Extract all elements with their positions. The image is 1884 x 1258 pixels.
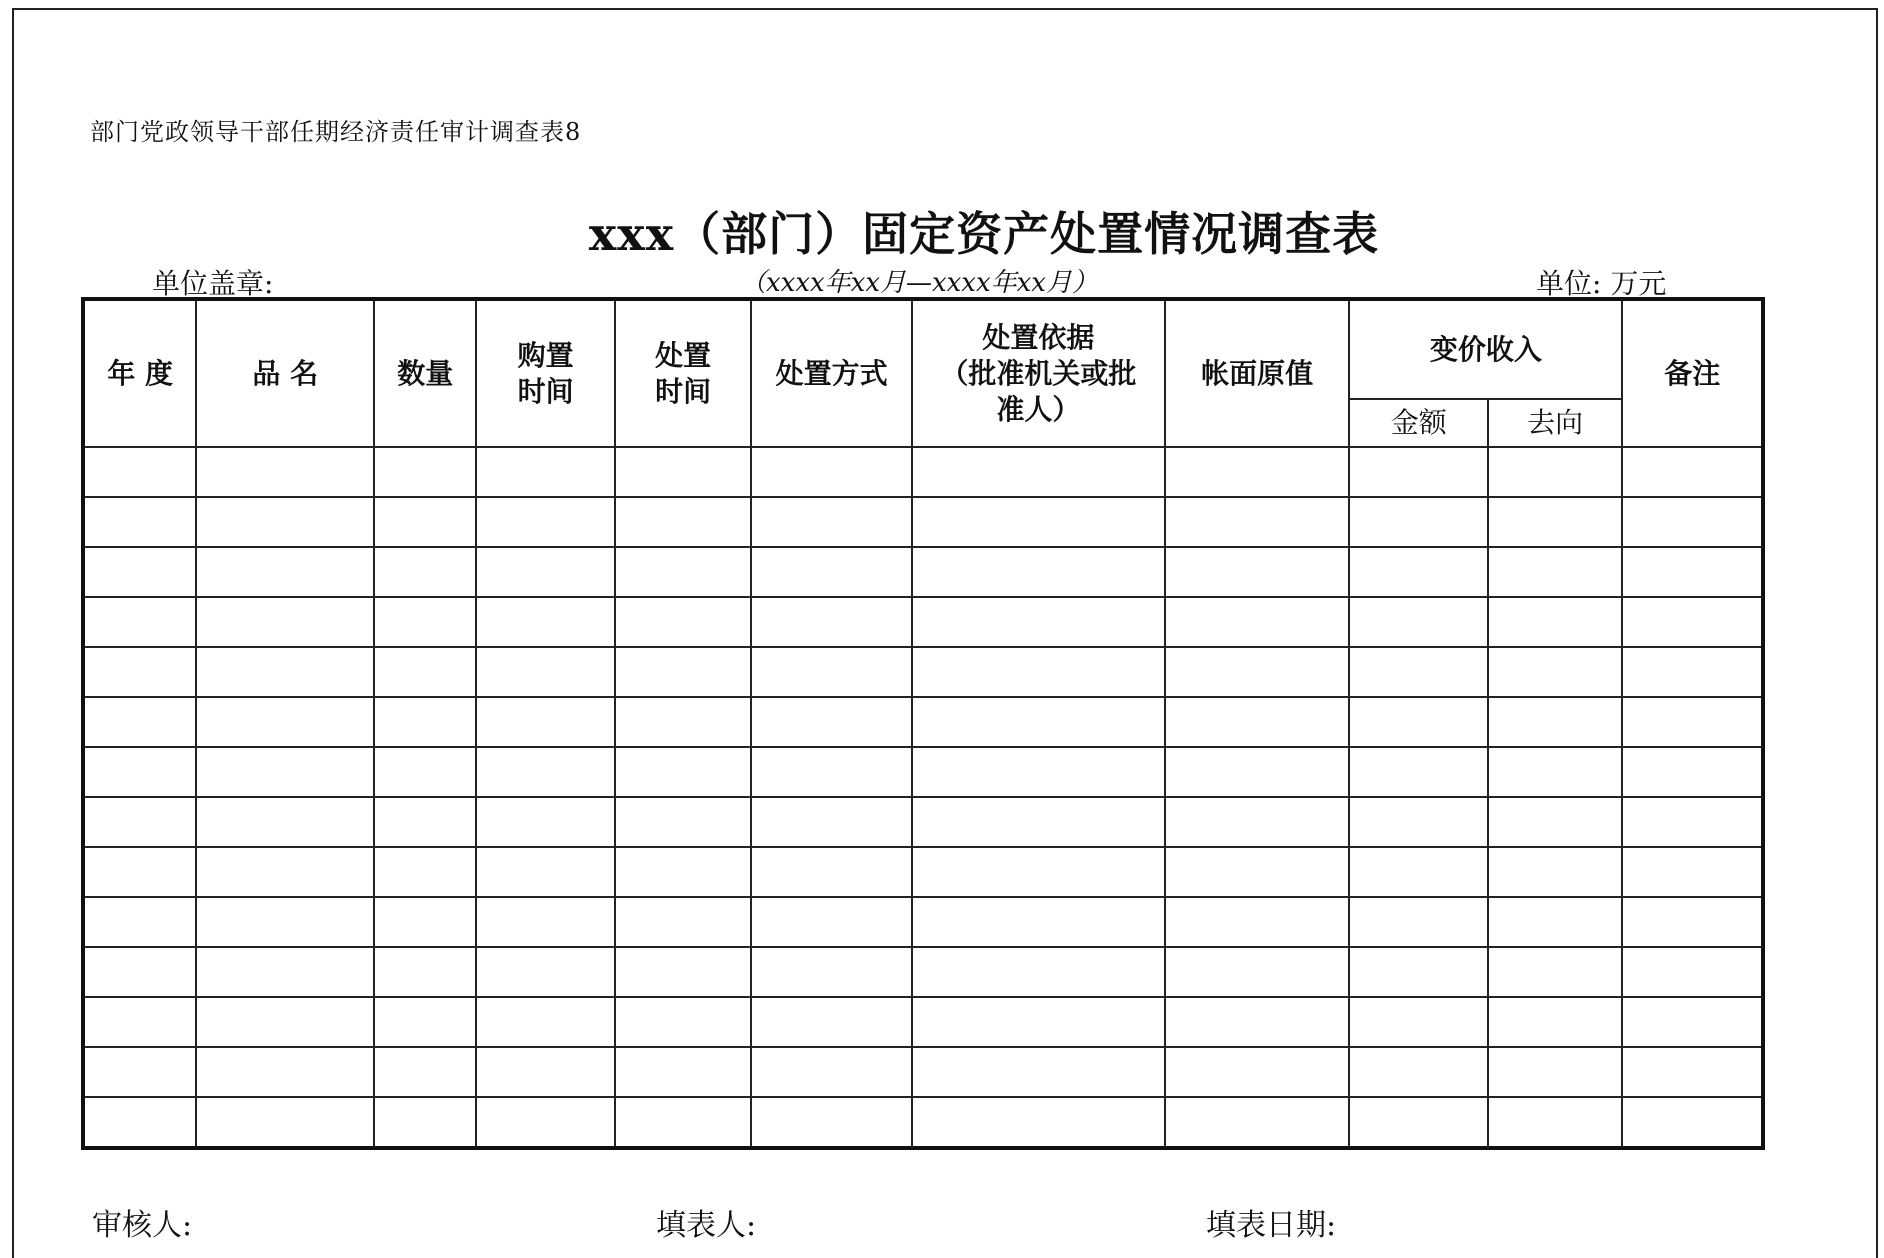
table-cell[interactable] [83, 497, 196, 547]
table-cell[interactable] [196, 1097, 374, 1148]
table-row [83, 1097, 1763, 1148]
table-cell[interactable] [374, 447, 476, 497]
table-cell[interactable] [196, 1047, 374, 1097]
table-cell[interactable] [374, 647, 476, 697]
table-cell[interactable] [1349, 747, 1487, 797]
table-cell[interactable] [83, 697, 196, 747]
table-cell[interactable] [1622, 997, 1763, 1047]
table-cell[interactable] [196, 847, 374, 897]
table-row [83, 447, 1763, 497]
header-book-value: 帐面原值 [1165, 299, 1350, 447]
table-cell[interactable] [83, 897, 196, 947]
table-cell[interactable] [476, 597, 614, 647]
table-cell[interactable] [1488, 847, 1622, 897]
table-cell[interactable] [1165, 797, 1350, 847]
table-cell[interactable] [196, 997, 374, 1047]
table-cell[interactable] [615, 647, 751, 697]
table-cell[interactable] [1488, 647, 1622, 697]
table-cell[interactable] [912, 947, 1165, 997]
table-cell[interactable] [912, 747, 1165, 797]
table-cell[interactable] [615, 797, 751, 847]
table-cell[interactable] [1165, 497, 1350, 547]
table-cell[interactable] [196, 547, 374, 597]
table-cell[interactable] [1488, 947, 1622, 997]
table-cell[interactable] [751, 547, 912, 597]
table-cell[interactable] [1349, 1097, 1487, 1148]
table-body [83, 447, 1763, 1148]
table-cell[interactable] [1165, 697, 1350, 747]
table-cell[interactable] [83, 647, 196, 697]
table-cell[interactable] [476, 447, 614, 497]
table-cell[interactable] [615, 547, 751, 597]
table-cell[interactable] [751, 447, 912, 497]
table-cell[interactable] [615, 1097, 751, 1148]
table-cell[interactable] [1622, 647, 1763, 697]
table-cell[interactable] [374, 847, 476, 897]
seal-label: 单位盖章: [152, 267, 274, 300]
table-row [83, 1047, 1763, 1097]
table-row [83, 847, 1763, 897]
header-year: 年 度 [83, 299, 196, 447]
table-cell[interactable] [912, 797, 1165, 847]
filler-label: 填表人: [656, 1208, 757, 1243]
table-cell[interactable] [1622, 547, 1763, 597]
document-title [0, 198, 1884, 264]
table-cell[interactable] [1165, 897, 1350, 947]
table-cell[interactable] [196, 747, 374, 797]
unit-label: 单位: 万元 [1536, 267, 1667, 300]
table-cell[interactable] [1349, 997, 1487, 1047]
table-row [83, 547, 1763, 597]
table-cell[interactable] [615, 597, 751, 647]
table-cell[interactable] [1488, 597, 1622, 647]
table-cell[interactable] [476, 547, 614, 597]
table-cell[interactable] [196, 947, 374, 997]
table-cell[interactable] [83, 447, 196, 497]
header-remarks: 备注 [1622, 299, 1763, 447]
table-cell[interactable] [476, 647, 614, 697]
table-cell[interactable] [912, 547, 1165, 597]
table-cell[interactable] [1349, 447, 1487, 497]
table-cell[interactable] [83, 797, 196, 847]
table-cell[interactable] [476, 897, 614, 947]
table-cell[interactable] [374, 597, 476, 647]
period-label: （xxxx年xx月—xxxx年xx月） [740, 268, 1098, 298]
table-cell[interactable] [1622, 797, 1763, 847]
table-cell[interactable] [615, 947, 751, 997]
table-cell[interactable] [912, 1097, 1165, 1148]
table-cell[interactable] [912, 497, 1165, 547]
table-row [83, 947, 1763, 997]
table-cell[interactable] [196, 897, 374, 947]
table-cell[interactable] [615, 447, 751, 497]
table-cell[interactable] [374, 1097, 476, 1148]
table-cell[interactable] [1488, 1097, 1622, 1148]
table-cell[interactable] [1622, 1047, 1763, 1097]
table-row [83, 897, 1763, 947]
table-cell[interactable] [1488, 1047, 1622, 1097]
table-row [83, 797, 1763, 847]
table-cell[interactable] [1622, 497, 1763, 547]
table-cell[interactable] [751, 697, 912, 747]
table-cell[interactable] [1349, 797, 1487, 847]
table-cell[interactable] [83, 947, 196, 997]
table-cell[interactable] [83, 597, 196, 647]
table-row [83, 647, 1763, 697]
table-cell[interactable] [1165, 947, 1350, 997]
table-cell[interactable] [1622, 897, 1763, 947]
table-cell[interactable] [1165, 747, 1350, 797]
table-cell[interactable] [476, 797, 614, 847]
table-cell[interactable] [476, 947, 614, 997]
table-cell[interactable] [751, 597, 912, 647]
table-cell[interactable] [83, 997, 196, 1047]
table-cell[interactable] [912, 1047, 1165, 1097]
table-cell[interactable] [196, 597, 374, 647]
table-cell[interactable] [615, 747, 751, 797]
disposal-table [81, 297, 1765, 1150]
table-cell[interactable] [1165, 447, 1350, 497]
table-cell[interactable] [1622, 1097, 1763, 1148]
table-cell[interactable] [374, 947, 476, 997]
header-disposal-time: 处置 时间 [615, 299, 751, 447]
table-cell[interactable] [1165, 997, 1350, 1047]
table-row [83, 747, 1763, 797]
header-disposal-basis: 处置依据 （批准机关或批 准人） [912, 299, 1165, 447]
table-cell[interactable] [196, 497, 374, 547]
table-cell[interactable] [1349, 697, 1487, 747]
table-cell[interactable] [912, 897, 1165, 947]
table-cell[interactable] [1622, 947, 1763, 997]
table-cell[interactable] [196, 447, 374, 497]
table-cell[interactable] [615, 697, 751, 747]
table-cell[interactable] [1488, 897, 1622, 947]
table-row [83, 597, 1763, 647]
table-cell[interactable] [83, 547, 196, 597]
table-cell[interactable] [751, 497, 912, 547]
table-cell[interactable] [1488, 747, 1622, 797]
form-reference: 部门党政领导干部任期经济责任审计调查表8 [90, 118, 582, 146]
table-cell[interactable] [1488, 447, 1622, 497]
table-cell[interactable] [1349, 497, 1487, 547]
table-cell[interactable] [1349, 947, 1487, 997]
table-cell[interactable] [196, 647, 374, 697]
table-cell[interactable] [476, 847, 614, 897]
header-amount: 金额 [1349, 399, 1487, 447]
table-cell[interactable] [1165, 1047, 1350, 1097]
table-cell[interactable] [1488, 547, 1622, 597]
table-cell[interactable] [615, 1047, 751, 1097]
table-cell[interactable] [1349, 847, 1487, 897]
table-cell[interactable] [1165, 547, 1350, 597]
table-cell[interactable] [751, 947, 912, 997]
header-item-name: 品 名 [196, 299, 374, 447]
table-cell[interactable] [1349, 647, 1487, 697]
header-quantity: 数量 [374, 299, 476, 447]
table-cell[interactable] [912, 847, 1165, 897]
table-cell[interactable] [374, 1047, 476, 1097]
table-cell[interactable] [1488, 997, 1622, 1047]
table-cell[interactable] [751, 797, 912, 847]
table-cell[interactable] [751, 997, 912, 1047]
table-cell[interactable] [374, 797, 476, 847]
table-cell[interactable] [1622, 847, 1763, 897]
table-cell[interactable] [1622, 597, 1763, 647]
header-purchase-time: 购置 时间 [476, 299, 614, 447]
table-cell[interactable] [1165, 847, 1350, 897]
table-row [83, 497, 1763, 547]
table-cell[interactable] [1349, 597, 1487, 647]
title-text: xxx（部门）固定资产处置情况调查表 [588, 207, 1380, 261]
header-disposal-method: 处置方式 [751, 299, 912, 447]
table-row [83, 997, 1763, 1047]
table-cell[interactable] [476, 497, 614, 547]
table-cell[interactable] [83, 747, 196, 797]
table-cell[interactable] [83, 1097, 196, 1148]
table-cell[interactable] [1165, 647, 1350, 697]
reviewer-label: 审核人: [92, 1208, 193, 1243]
table-row [83, 697, 1763, 747]
table-cell[interactable] [196, 797, 374, 847]
table-cell[interactable] [751, 747, 912, 797]
table-cell[interactable] [374, 697, 476, 747]
table-cell[interactable] [1165, 597, 1350, 647]
table-cell[interactable] [1488, 497, 1622, 547]
fill-date-label: 填表日期: [1206, 1208, 1337, 1243]
table-cell[interactable] [374, 547, 476, 597]
table-cell[interactable] [83, 847, 196, 897]
table-cell[interactable] [196, 697, 374, 747]
table-cell[interactable] [1165, 1097, 1350, 1148]
table-cell[interactable] [912, 697, 1165, 747]
table-cell[interactable] [476, 697, 614, 747]
table-cell[interactable] [1488, 797, 1622, 847]
table-cell[interactable] [1622, 747, 1763, 797]
table-cell[interactable] [912, 997, 1165, 1047]
table-cell[interactable] [912, 597, 1165, 647]
table-cell[interactable] [476, 1047, 614, 1097]
table-cell[interactable] [374, 747, 476, 797]
table-cell[interactable] [476, 747, 614, 797]
table-cell[interactable] [615, 497, 751, 547]
table-cell[interactable] [476, 1097, 614, 1148]
table-cell[interactable] [1622, 697, 1763, 747]
table-cell[interactable] [83, 1047, 196, 1097]
table-cell[interactable] [476, 997, 614, 1047]
table-cell[interactable] [1488, 697, 1622, 747]
table-cell[interactable] [912, 447, 1165, 497]
table-cell[interactable] [912, 647, 1165, 697]
table-cell[interactable] [615, 847, 751, 897]
table-cell[interactable] [1349, 897, 1487, 947]
table-cell[interactable] [751, 847, 912, 897]
header-sale-income: 变价收入 [1349, 299, 1622, 399]
table-cell[interactable] [751, 897, 912, 947]
table-cell[interactable] [374, 497, 476, 547]
table-cell[interactable] [1349, 1047, 1487, 1097]
table-cell[interactable] [374, 997, 476, 1047]
table-cell[interactable] [751, 647, 912, 697]
table-cell[interactable] [615, 997, 751, 1047]
table-cell[interactable] [1622, 447, 1763, 497]
table-cell[interactable] [751, 1097, 912, 1148]
table-cell[interactable] [615, 897, 751, 947]
header-destination: 去向 [1488, 399, 1622, 447]
table-cell[interactable] [751, 1047, 912, 1097]
table-cell[interactable] [374, 897, 476, 947]
table-cell[interactable] [1349, 547, 1487, 597]
